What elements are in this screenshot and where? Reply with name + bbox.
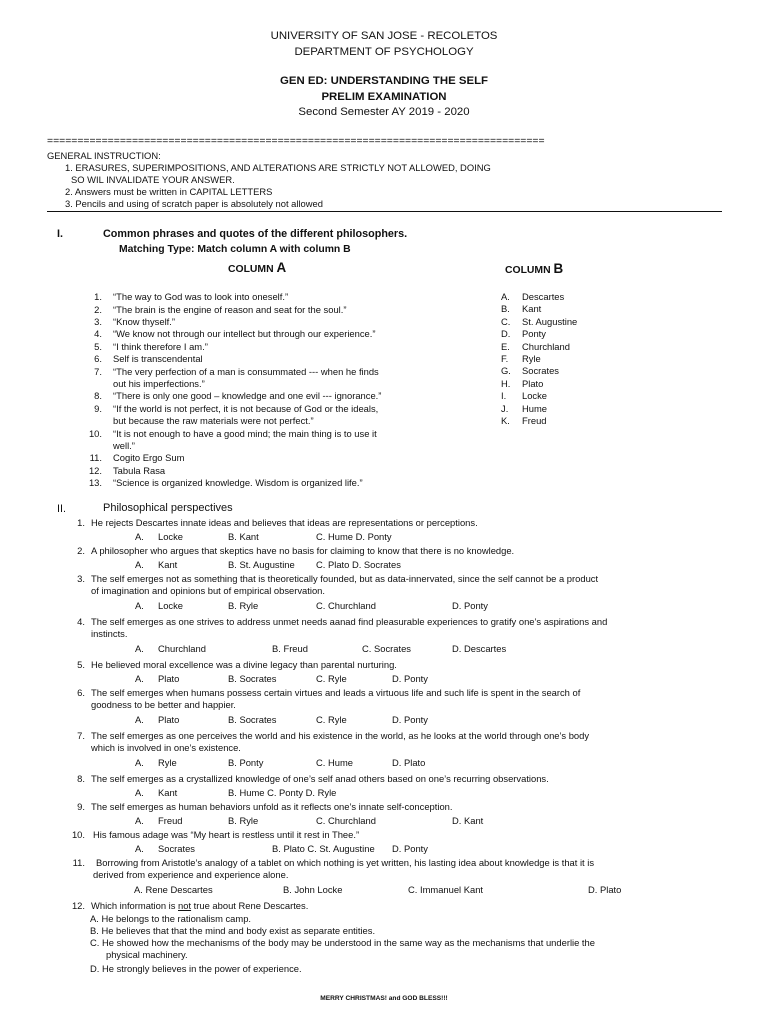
column-a-text: Self is transcendental <box>113 353 203 364</box>
instruction-item: SO WIL INVALIDATE YOUR ANSWER. <box>71 174 235 185</box>
column-a-text: “If the world is not perfect, it is not because of God or the ideals, <box>113 403 379 414</box>
column-a-number: 12. <box>88 465 102 476</box>
column-a-text: “There is only one good – knowledge and one evil --- ignorance.” <box>113 390 382 401</box>
instruction-item: 1. ERASURES, SUPERIMPOSITIONS, AND ALTERATIONS ARE STRICTLY NOT ALLOWED, DOING <box>65 162 491 173</box>
question-text: instincts. <box>91 628 128 640</box>
column-a-number: 11. <box>89 452 102 463</box>
answer-option: B. Ryle <box>228 599 259 611</box>
answer-option: Locke <box>158 531 184 543</box>
answer-option: D. Ponty <box>392 843 428 855</box>
answer-option: B. Socrates <box>228 713 277 725</box>
column-a-text: out his imperfections.” <box>113 378 205 390</box>
column-a-number: 3. <box>94 316 102 327</box>
column-b-heading <box>505 262 563 277</box>
question-text: The self emerges as human behaviors unfold as it reflects one’s innate self-conception. <box>91 801 453 812</box>
answer-option: C. Churchland <box>316 815 376 827</box>
part1-subtitle: Matching Type: Match column A with column B <box>119 244 351 255</box>
answer-option: A. <box>135 787 144 799</box>
question-number: 4. <box>77 616 85 627</box>
answer-option: D. Kant <box>452 815 484 827</box>
answer-option: C. Ryle <box>316 713 347 725</box>
statement-choice: A. He belongs to the rationalism camp. <box>90 913 252 924</box>
column-a-label: COLUMN <box>228 264 274 275</box>
column-a-number: 13. <box>88 477 102 488</box>
answer-option: C. Hume <box>316 756 353 768</box>
answer-option: Plato <box>158 673 180 685</box>
question-text: Borrowing from Aristotle’s analogy of a tablet on which nothing is yet written, his lasting idea about knowledge is that it is <box>96 857 595 868</box>
column-b-letter: B <box>553 261 564 276</box>
column-b-name: Ponty <box>522 328 546 340</box>
part2-roman: II. <box>57 503 66 515</box>
instructions-title: GENERAL INSTRUCTION: <box>47 150 161 161</box>
answer-option: C. Plato D. Socrates <box>316 559 401 571</box>
semester-label: Second Semester AY 2019 - 2020 <box>298 106 470 118</box>
column-a-number: 10. <box>88 428 102 439</box>
answer-option: D. Ponty <box>392 713 428 725</box>
answer-option: A. Rene Descartes <box>134 883 213 895</box>
answer-option: Locke <box>158 599 184 611</box>
answer-option: A. <box>135 843 144 855</box>
answer-option: B. John Locke <box>283 883 343 895</box>
question-text: He believed moral excellence was a divine legacy than parental nurturing. <box>91 659 397 670</box>
column-b-letter: I. <box>501 390 507 402</box>
column-a-text: “Know thyself.” <box>113 316 175 327</box>
column-b-name: Plato <box>522 377 544 389</box>
question-number: 2. <box>77 545 85 556</box>
column-b-letter: B. <box>501 303 510 315</box>
column-b-letter: F. <box>501 353 509 364</box>
answer-option: B. Plato C. St. Augustine <box>272 843 375 855</box>
column-b-letter: A. <box>501 291 510 302</box>
instructions-rule <box>47 211 722 212</box>
answer-option: A. <box>135 531 144 543</box>
column-b-letter: H. <box>501 377 511 389</box>
answer-option: A. <box>135 815 144 827</box>
column-a-text: “Science is organized knowledge. Wisdom is organized life.” <box>113 477 363 488</box>
column-a-text: “It is not enough to have a good mind; the main thing is to use it <box>113 428 377 439</box>
department-name: DEPARTMENT OF PSYCHOLOGY <box>294 46 474 58</box>
question-text-part: true about Rene Descartes. <box>191 900 309 911</box>
question-text: The self emerges not as something that is theoretically founded, but as data-innervated, since the self cannot be a product <box>91 573 599 584</box>
statement-choice: D. He strongly believes in the power of experience. <box>90 963 302 974</box>
column-a-number: 1. <box>94 291 102 302</box>
answer-option: B. St. Augustine <box>228 559 295 571</box>
question-text: His famous adage was “My heart is restless until it rest in Thee.” <box>93 829 360 840</box>
question-number: 3. <box>77 573 85 584</box>
question-text: The self emerges as a crystallized knowledge of one’s self anad others based on one’s recurring observations. <box>91 773 549 784</box>
statement-choice: C. He showed how the mechanisms of the body may be understood in the same way as the mechanisms that underlie the <box>90 937 595 948</box>
column-b-name: Kant <box>522 303 542 315</box>
answer-option: C. Ryle <box>316 673 347 685</box>
question-text-part: Which information is <box>91 900 179 911</box>
answer-option: B. Hume C. Ponty D. Ryle <box>228 787 337 799</box>
column-a-text: Tabula Rasa <box>113 465 166 476</box>
column-b-name: Locke <box>522 390 548 402</box>
column-b-name: Descartes <box>522 291 565 302</box>
column-b-name: St. Augustine <box>522 315 578 327</box>
question-text-emphasis: not <box>178 900 192 911</box>
column-b-name: Churchland <box>522 340 570 352</box>
answer-option: Socrates <box>158 843 195 855</box>
answer-option: B. Ponty <box>228 756 264 768</box>
answer-option: A. <box>135 713 144 725</box>
column-b-label: COLUMN <box>505 265 551 276</box>
answer-option: Churchland <box>158 642 206 654</box>
part2-title: Philosophical perspectives <box>103 502 233 514</box>
answer-option: B. Socrates <box>228 673 277 685</box>
question-number: 6. <box>77 687 85 698</box>
exam-title: PRELIM EXAMINATION <box>321 91 447 103</box>
footer-greeting: MERRY CHRISTMAS! and GOD BLESS!!! <box>320 995 448 1002</box>
question-text: goodness to be better and happier. <box>91 699 236 711</box>
question-text: A philosopher who argues that skeptics have no basis for claiming to know that there is no knowledge. <box>91 545 515 556</box>
answer-option: Kant <box>158 559 178 571</box>
column-a-text: Cogito Ergo Sum <box>113 452 185 463</box>
answer-option: B. Ryle <box>228 815 259 827</box>
answer-option: B. Kant <box>228 531 259 543</box>
answer-option: D. Ponty <box>392 673 428 685</box>
answer-option: Kant <box>158 787 178 799</box>
column-b-letter: J. <box>501 402 509 414</box>
question-number: 7. <box>77 730 85 741</box>
column-a-number: 7. <box>94 366 102 377</box>
answer-option: D. Ponty <box>452 599 488 611</box>
answer-option: C. Socrates <box>362 642 411 654</box>
question-number: 9. <box>77 801 85 812</box>
answer-option: Ryle <box>158 756 177 768</box>
answer-option: B. Freud <box>272 642 308 654</box>
column-b-name: Ryle <box>522 353 541 364</box>
question-text: The self emerges when humans possess certain virtues and leads a virtuous life and such life is spent in the search of <box>91 687 581 698</box>
answer-option: A. <box>135 673 144 685</box>
university-name: UNIVERSITY OF SAN JOSE - RECOLETOS <box>270 30 498 42</box>
column-b-letter: C. <box>501 315 511 327</box>
column-a-text: but because the raw materials were not perfect.” <box>113 415 314 427</box>
equals-divider: ================================================================================== <box>47 136 545 147</box>
instruction-item: 2. Answers must be written in CAPITAL LETTERS <box>65 186 273 197</box>
column-b-name: Freud <box>522 415 547 426</box>
column-a-number: 4. <box>94 328 102 339</box>
question-number: 11. <box>72 857 85 868</box>
statement-choice: physical machinery. <box>106 949 188 960</box>
question-text: which is involved in one’s existence. <box>91 742 241 754</box>
part1-roman: I. <box>57 228 63 240</box>
column-a-number: 9. <box>94 403 102 414</box>
question-text: The self emerges as one strives to address unmet needs aanad find pleasurable experiences to gratify one’s aspirations and <box>91 616 608 627</box>
column-b-letter: K. <box>501 415 510 426</box>
question-number: 10. <box>71 829 85 840</box>
question-number: 8. <box>77 773 85 784</box>
question-number: 12. <box>71 900 85 911</box>
answer-option: D. Plato <box>392 756 426 768</box>
column-a-heading <box>228 261 286 276</box>
column-a-text: “The way to God was to look into oneself.” <box>113 291 289 302</box>
answer-option: A. <box>135 559 144 571</box>
question-text: He rejects Descartes innate ideas and believes that ideas are representations or perceptions. <box>91 517 478 528</box>
course-title: GEN ED: UNDERSTANDING THE SELF <box>280 75 488 87</box>
column-a-text: “We know not through our intellect but through our experience.” <box>113 328 376 339</box>
column-a-number: 8. <box>94 390 102 401</box>
answer-option: A. <box>135 642 144 654</box>
answer-option: C. Hume D. Ponty <box>316 531 392 543</box>
column-b-letter: G. <box>501 365 511 377</box>
column-b-letter: E. <box>501 340 510 352</box>
answer-option: C. Churchland <box>316 599 376 611</box>
column-a-number: 2. <box>94 304 102 315</box>
instruction-item: 3. Pencils and using of scratch paper is absolutely not allowed <box>65 198 323 209</box>
answer-option: D. Descartes <box>452 642 507 654</box>
column-a-letter: A <box>276 260 287 275</box>
answer-option: A. <box>135 756 144 768</box>
question-number: 1. <box>77 517 85 528</box>
column-a-text: well.” <box>113 440 135 452</box>
column-b-name: Hume <box>522 402 548 414</box>
column-b-name: Socrates <box>522 365 559 377</box>
column-a-number: 6. <box>94 353 102 364</box>
answer-option: C. Immanuel Kant <box>408 883 484 895</box>
column-a-text: “The brain is the engine of reason and seat for the soul.” <box>113 304 347 315</box>
answer-option: A. <box>135 599 144 611</box>
answer-option: Plato <box>158 713 180 725</box>
column-a-text: “The very perfection of a man is consummated --- when he finds <box>113 366 379 377</box>
question-text <box>91 900 308 912</box>
answer-option: Freud <box>158 815 183 827</box>
statement-choice: B. He believes that that the mind and body exist as separate entities. <box>90 925 376 936</box>
question-number: 5. <box>77 659 85 670</box>
question-text: of imagination and opinions but of empirical observation. <box>91 585 325 597</box>
question-text: The self emerges as one perceives the world and his existence in the world, as he looks at the world through one’s body <box>91 730 590 741</box>
question-text: derived from experience and experience alone. <box>93 869 289 881</box>
part1-title: Common phrases and quotes of the different philosophers. <box>103 228 408 240</box>
answer-option: D. Plato <box>588 883 622 895</box>
column-a-text: “I think therefore I am.” <box>113 341 208 352</box>
column-b-letter: D. <box>501 328 511 340</box>
column-a-number: 5. <box>94 341 102 352</box>
